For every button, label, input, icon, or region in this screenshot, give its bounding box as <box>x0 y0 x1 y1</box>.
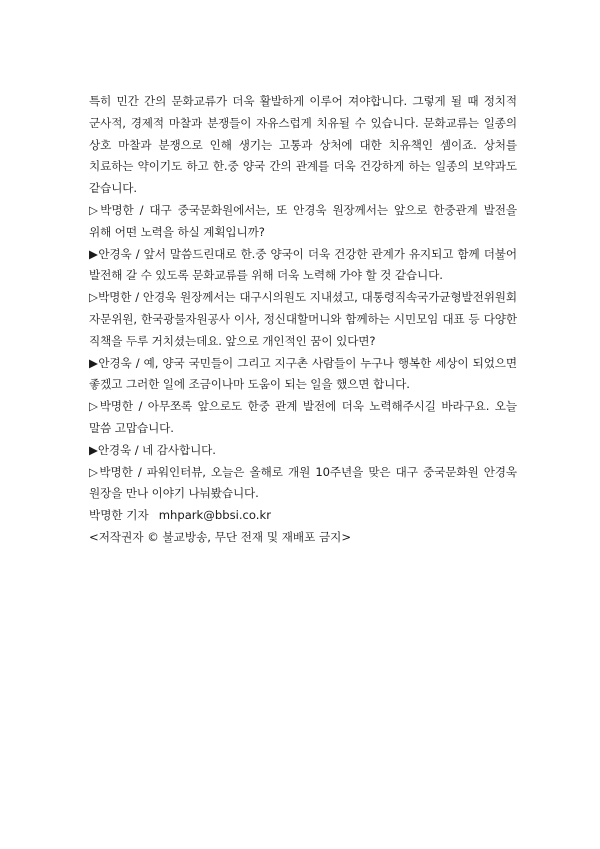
answer-future-efforts: ▶안경욱 / 앞서 말씀드린대로 한.중 양국이 더욱 건강한 관계가 유지되고 함께 더불어 발전해 갈 수 있도록 문화교류를 위해 더욱 노력해 가야 할 것 같습니다. <box>89 246 517 283</box>
question-personal-dream: ▷박명한 / 안경욱 원장께서는 대구시의원도 지내셨고, 대통령직속국가균형발전위원회 자문위원, 한국광물자원공사 이사, 정신대할머니와 함께하는 시민모임 대표 등 다양한 직책을 두루 거치셨는데요. 앞으로 개인적인 꿈이 있다면? <box>89 290 517 348</box>
reporter-email[interactable]: mhpark@bbsi.co.kr <box>158 508 271 523</box>
closing-summary: ▷박명한 / 파워인터뷰, 오늘은 올해로 개원 10주년을 맞은 대구 중국문화원 안경욱 원장을 만나 이야기 나눠봤습니다. <box>89 464 517 501</box>
question-future-efforts: ▷박명한 / 대구 중국문화원에서는, 또 안경욱 원장께서는 앞으로 한중관계 발전을 위해 어떤 노력을 하실 계획입니까? <box>89 202 517 239</box>
byline <box>89 505 517 527</box>
reporter-name: 박명한 기자 <box>89 508 149 523</box>
answer-personal-dream: ▶안경욱 / 예, 양국 국민들이 그리고 지구촌 사람들이 누구나 행복한 세상이 되었으면 좋겠고 그러한 일에 조금이나마 도움이 되는 일을 했으면 합니다. <box>89 355 517 392</box>
copyright-notice: <저작권자 © 불교방송, 무단 전재 및 재배포 금지> <box>89 529 352 544</box>
paragraph-cultural-exchange: 특히 민간 간의 문화교류가 더욱 활발하게 이루어 져야합니다. 그렇게 될 때 정치적 군사적, 경제적 마찰과 분쟁들이 자유스럽게 치유될 수 있습니다. 문화교류는 일종의 상호 마찰과 분쟁으로 인해 생기는 고통과 상처에 대한 치유책인 셈이죠. 상처를 치료하는 약이기도 하고 한.중 양국 간의 관계를 더욱 건강하게 하는 일종의 보약과도 같습니다. <box>89 94 517 196</box>
closing-reply: ▶안경욱 / 네 감사합니다. <box>89 442 216 457</box>
closing-remark: ▷박명한 / 아무쪼록 앞으로도 한중 관계 발전에 더욱 노력해주시길 바라구요. 오늘 말씀 고맙습니다. <box>89 399 517 435</box>
article-body <box>89 91 517 549</box>
